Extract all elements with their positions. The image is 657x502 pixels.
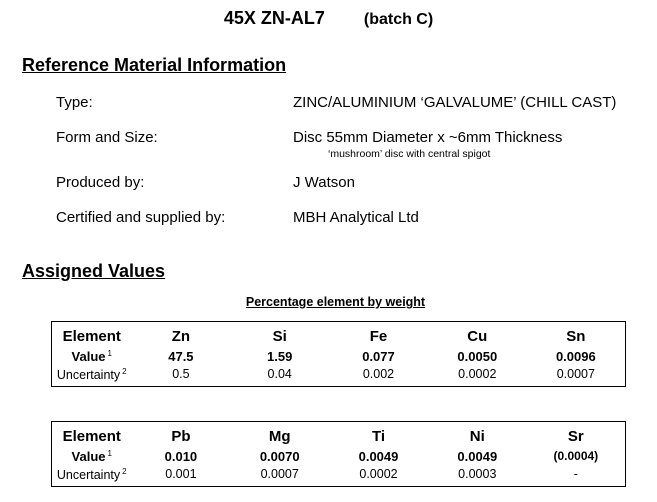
uncertainty-cell: - [573,467,578,481]
element-cell: Ni [469,428,485,445]
value-row [52,445,626,467]
uncertainty-cell: 0.002 [362,367,395,381]
uncertainty-cell: 0.0003 [458,467,497,481]
element-row-label: Element [62,328,121,345]
uncertainty-cell: 0.0002 [458,367,497,381]
uncertainty-cell: 0.04 [267,367,292,381]
element-row [52,422,626,446]
material-code: 45X ZN-AL7 [223,8,325,28]
uncertainty-row [52,367,626,387]
value-cell: 47.5 [168,348,194,364]
type-value: ZINC/ALUMINIUM ‘GALVALUME’ (CHILL CAST) [293,94,617,111]
uncertainty-cell: 0.5 [172,367,190,381]
value-cell: 0.0049 [358,448,399,464]
value-label-text: Value [71,448,106,464]
value-row [52,345,626,367]
uncertainty-cell: 0.0007 [556,367,595,381]
footnote-2-marker: 2 [122,367,127,376]
uncertainty-cell: 0.001 [165,467,197,481]
certified-value: MBH Analytical Ltd [293,209,419,226]
assigned-values-heading: Assigned Values [22,261,166,281]
value-row-label [52,345,132,367]
value-cell: 0.0050 [457,348,498,364]
element-row-label: Element [62,428,121,445]
footnote-1-marker: 1 [107,448,112,458]
table-caption: Percentage element by weight [245,295,426,309]
form-label: Form and Size: [56,129,158,146]
uncertainty-label-text: Uncertainty [56,368,121,382]
certified-label: Certified and supplied by: [56,209,226,226]
uncertainty-row [52,467,626,487]
value-label-text: Value [71,348,106,364]
form-value: Disc 55mm Diameter x ~6mm Thickness [293,129,563,146]
element-row [52,322,626,346]
uncertainty-label-text: Uncertainty [56,468,121,482]
element-cell: Sr [567,428,584,445]
assigned-values-table-2 [51,421,626,487]
uncertainty-cell: 0.0007 [260,467,299,481]
form-note: ‘mushroom’ disc with central spigot [328,148,491,160]
value-cell: (0.0004) [553,449,599,463]
element-cell: Ti [371,428,386,445]
footnote-1-marker: 1 [107,348,112,358]
value-cell: 0.0049 [457,448,498,464]
element-cell: Fe [369,328,388,345]
value-row-label [52,445,132,467]
element-cell: Mg [268,428,291,445]
value-cell: 0.0070 [259,448,300,464]
element-cell: Zn [171,328,191,345]
produced-value: J Watson [293,174,355,191]
value-cell: 0.0096 [555,348,596,364]
footnote-2-marker: 2 [122,467,127,476]
produced-label: Produced by: [56,174,145,191]
element-cell: Pb [171,428,191,445]
element-cell: Si [272,328,287,345]
value-cell: 0.010 [164,448,198,464]
uncertainty-row-label [52,367,132,387]
uncertainty-cell: 0.0002 [359,467,398,481]
element-cell: Sn [566,328,586,345]
batch-label: (batch C) [363,11,434,28]
type-label: Type: [56,94,93,111]
page-title [0,8,657,29]
value-cell: 0.077 [362,348,395,364]
reference-heading: Reference Material Information [22,55,287,75]
assigned-values-table-1 [51,321,626,387]
uncertainty-row-label [52,467,132,487]
value-cell: 1.59 [267,348,293,364]
element-cell: Cu [467,328,488,345]
